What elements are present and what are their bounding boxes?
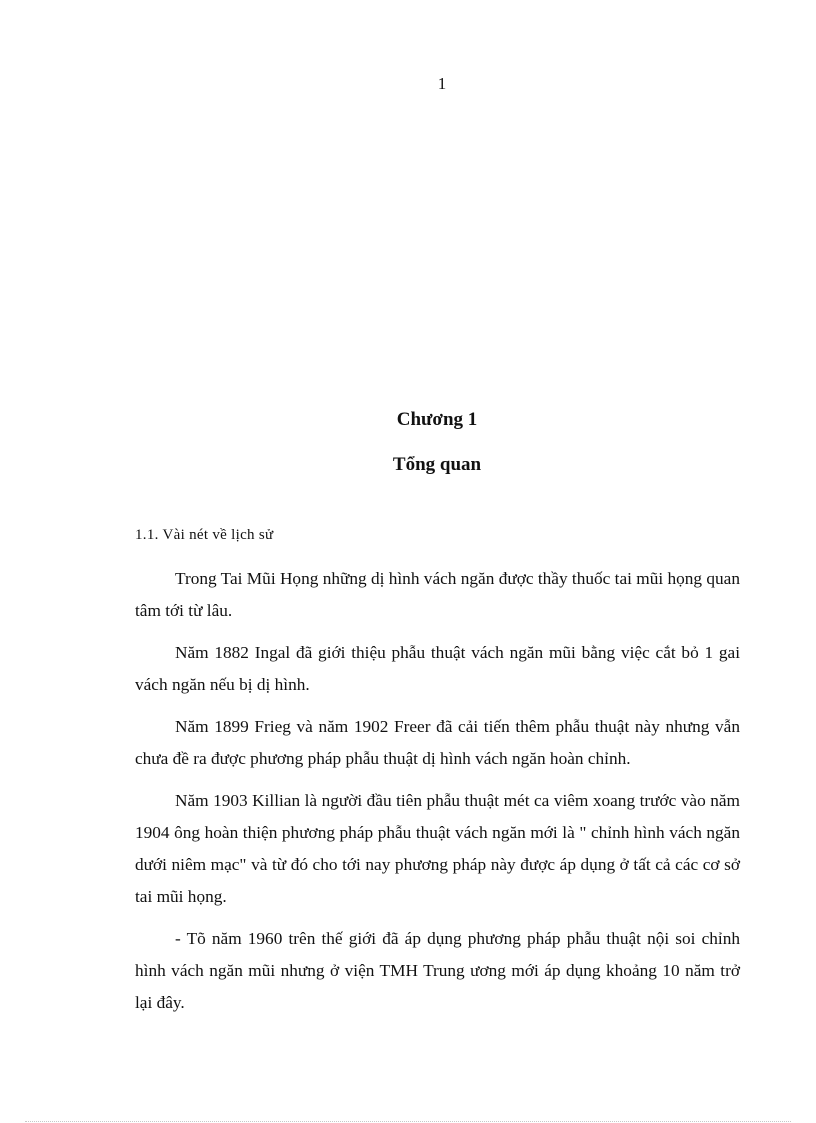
section-heading: 1.1. Vài nét về lịch sử bbox=[135, 527, 274, 543]
chapter-title: Tổng quan bbox=[392, 454, 482, 475]
chapter-label: Chương 1 bbox=[396, 409, 478, 430]
body-text bbox=[135, 563, 740, 1029]
paragraph: - Tõ năm 1960 trên thế giới đã áp dụng phương pháp phẫu thuật nội soi chỉnh hình vách ngăn mũi nhưng ở viện TMH Trung ương mới áp dụng khoảng 10 năm trở lại đây. bbox=[135, 929, 740, 1012]
paragraph: Năm 1882 Ingal đã giới thiệu phẫu thuật vách ngăn mũi bằng việc cắt bỏ 1 gai vách ngăn nếu bị dị hình. bbox=[135, 643, 740, 694]
paragraph: Năm 1899 Frieg và năm 1902 Freer đã cải tiến thêm phẫu thuật này nhưng vẫn chưa đề ra được phương pháp phẫu thuật dị hình vách ngăn hoàn chỉnh. bbox=[135, 717, 740, 768]
paragraph: Trong Tai Mũi Họng những dị hình vách ngăn được thầy thuốc tai mũi họng quan tâm tới từ lâu. bbox=[135, 569, 740, 620]
paragraph: Năm 1903 Killian là người đầu tiên phẫu thuật mét ca viêm xoang trước vào năm 1904 ông hoàn thiện phương pháp phẫu thuật vách ngăn mới là " chỉnh hình vách ngăn dưới niêm mạc" và từ đó cho tới nay phương pháp này được áp dụng ở tất cả các cơ sở tai mũi họng. bbox=[135, 791, 740, 906]
page-bottom-divider bbox=[25, 1121, 791, 1122]
page-number: 1 bbox=[437, 74, 447, 93]
